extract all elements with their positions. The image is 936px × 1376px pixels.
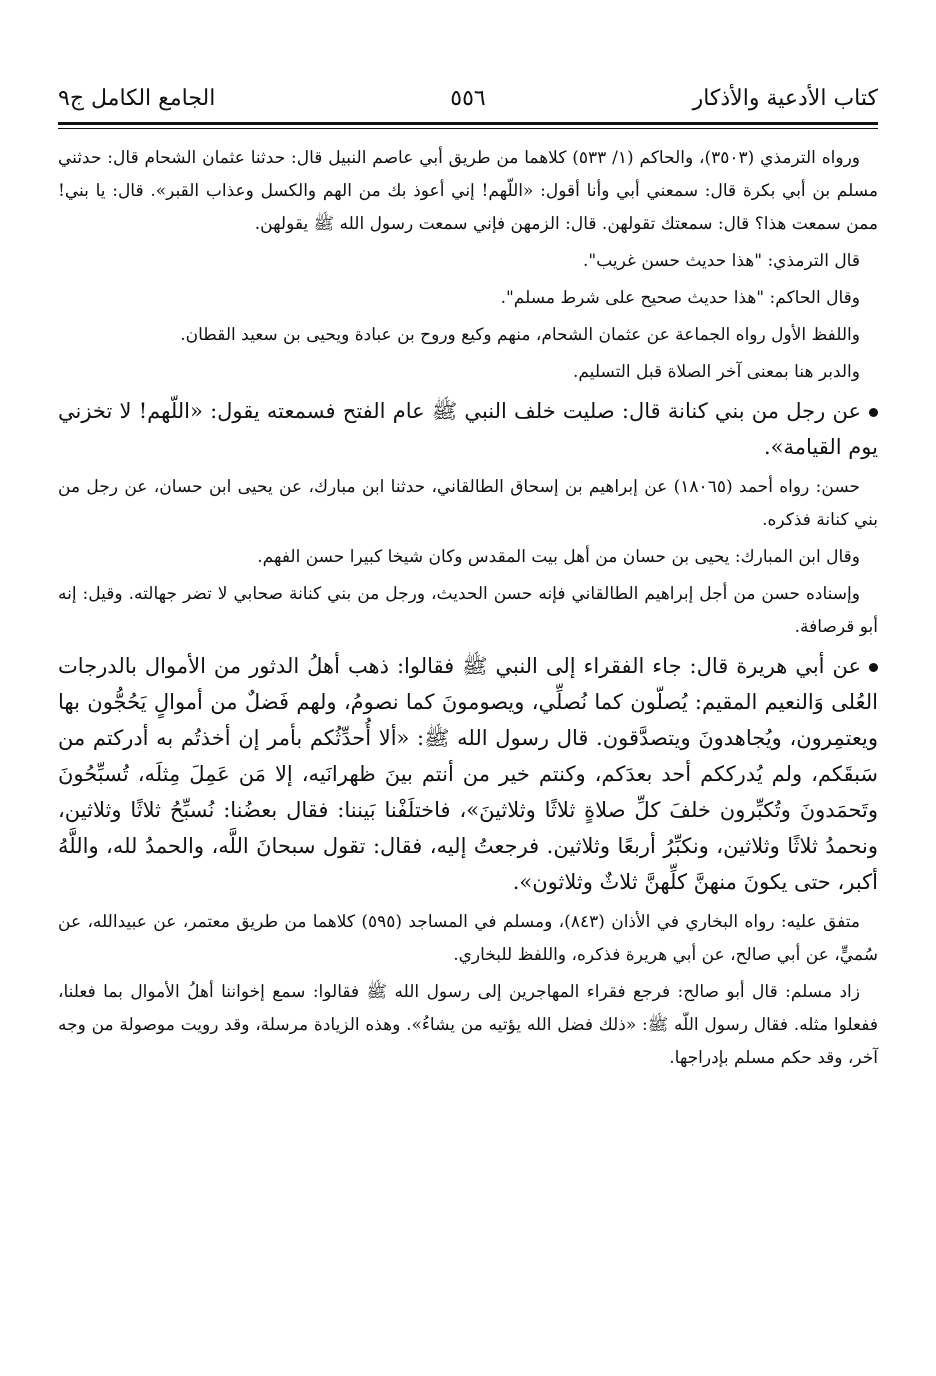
- paragraph-text: واللفظ الأول رواه الجماعة عن عثمان الشحام، منهم وكيع وروح بن عبادة ويحيى بن سعيد القطان.: [180, 325, 860, 345]
- bullet-icon: [869, 408, 878, 417]
- book-title: الجامع الكامل ج٩: [58, 85, 216, 111]
- commentary-paragraph: [58, 541, 878, 574]
- commentary-paragraph: [58, 282, 878, 315]
- commentary-paragraph: [58, 906, 878, 972]
- commentary-paragraph: [58, 471, 878, 537]
- page-number: ٥٥٦: [450, 85, 486, 111]
- commentary-paragraph: [58, 142, 878, 241]
- commentary-paragraph: [58, 319, 878, 352]
- paragraph-text: وقال الحاكم: "هذا حديث صحيح على شرط مسلم".: [500, 288, 860, 308]
- hadith-paragraph: [58, 393, 878, 465]
- page-body: [58, 142, 878, 1079]
- header-rule-thick: [58, 122, 878, 125]
- paragraph-text: والدبر هنا بمعنى آخر الصلاة قبل التسليم.: [572, 362, 860, 382]
- paragraph-text: حسن: رواه أحمد (١٨٠٦٥) عن إبراهيم بن إسحاق الطالقاني، حدثنا ابن مبارك، عن يحيى ابن حسان، عن رجل من بني كنانة فذكره.: [58, 477, 878, 530]
- book-page: [58, 0, 878, 1376]
- commentary-paragraph: [58, 578, 878, 644]
- paragraph-text: زاد مسلم: قال أبو صالح: فرجع فقراء المهاجرين إلى رسول الله ﷺ فقالوا: سمع إخواننا أهلُ الأموال بما فعلنا، ففعلوا مثله. فقال رسول اللّه ﷺ: «ذلك فضل الله يؤتيه من يشاءُ». وهذه الزيادة مرسلة، وقد رويت موصولة من وجه آخر، وقد حكم مسلم بإدراجها.: [58, 982, 878, 1068]
- bullet-icon: [869, 663, 878, 672]
- paragraph-text: وقال ابن المبارك: يحيى بن حسان من أهل بيت المقدس وكان شيخا كبيرا حسن الفهم.: [257, 547, 860, 567]
- commentary-paragraph: [58, 356, 878, 389]
- paragraph-text: قال الترمذي: "هذا حديث حسن غريب".: [583, 251, 860, 271]
- page-header: [58, 78, 878, 118]
- paragraph-text: عن رجل من بني كنانة قال: صليت خلف النبي ﷺ عام الفتح فسمعته يقول: «اللّهم! لا تخزني يوم القيامة».: [58, 399, 878, 459]
- chapter-title: كتاب الأدعية والأذكار: [692, 85, 878, 111]
- paragraph-text: وإسناده حسن من أجل إبراهيم الطالقاني فإنه حسن الحديث، ورجل من بني كنانة صحابي لا تضر جهالته. وقيل: إنه أبو قرصافة.: [58, 584, 878, 637]
- commentary-paragraph: [58, 976, 878, 1075]
- paragraph-text: متفق عليه: رواه البخاري في الأذان (٨٤٣)، ومسلم في المساجد (٥٩٥) كلاهما من طريق معتمر، عن عبيدالله، عن سُميٍّ، عن أبي صالح، عن أبي هريرة فذكره، واللفظ للبخاري.: [58, 912, 878, 965]
- paragraph-text: ورواه الترمذي (٣٥٠٣)، والحاكم (١/ ٥٣٣) كلاهما من طريق أبي عاصم النبيل قال: حدثنا عثمان الشحام قال: حدثني مسلم بن أبي بكرة قال: سمعني أبي وأنا أقول: «اللّهم! إني أعوذ بك من الهم والكسل وعذاب القبر». قال: يا بني! ممن سمعت هذا؟ قال: سمعتك تقولهن. قال: الزمهن فإني سمعت رسول الله ﷺ يقولهن.: [58, 148, 878, 234]
- paragraph-text: عن أبي هريرة قال: جاء الفقراء إلى النبي ﷺ فقالوا: ذهب أهلُ الدثور من الأموال بالدرجات العُلى وَالنعيم المقيم: يُصلّون كما نُصلِّي، ويصومونَ كما نصومُ، ولهم فَضلٌ من أموالٍ يَحُجُّون بها ويعتمِرون، ويُجاهدونَ ويتصدَّقون. قال رسول الله ﷺ: «ألا أُحدِّثُكم بأمر إن أخذتُم به أدركتم من سَبقَكم، ولم يُدرككم أحد بعدَكم، وكنتم خير من أنتم بينَ ظهرانَيه، إلا مَن عَمِلَ مِثلَه، تُسبِّحُونَ وتَحمَدونَ وتُكبِّرون خلفَ كلِّ صلاةٍ ثلاثًا وثلاثينَ»، فاختلَفْنا بَيننا: فقال بعضُنا: نُسبِّحُ ثلاثًا وثلاثين، ونحمدُ ثلاثًا وثلاثين، ونكبِّرُ أربعًا وثلاثين. فرجعتُ إليه، فقال: تقول سبحانَ اللَّه، والحمدُ لله، واللَّهُ أكبر، حتى يكونَ منهنَّ كلِّهنَّ ثلاثٌ وثلاثون».: [58, 654, 878, 894]
- commentary-paragraph: [58, 245, 878, 278]
- header-rule-thin: [58, 128, 878, 129]
- hadith-paragraph: [58, 648, 878, 900]
